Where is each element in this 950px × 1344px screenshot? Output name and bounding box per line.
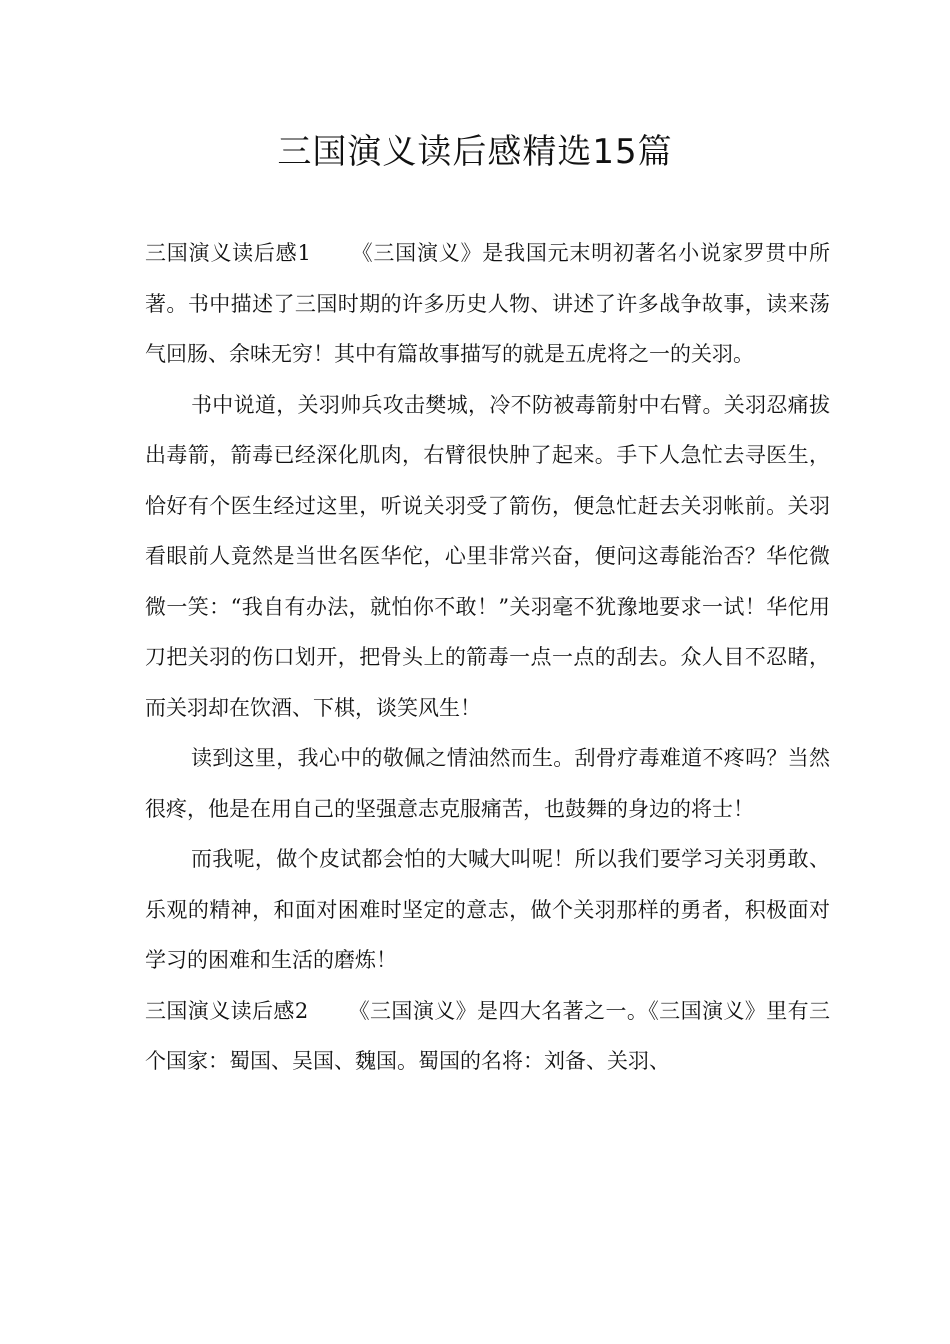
paragraph: 书中说道，关羽帅兵攻击樊城，冷不防被毒箭射中右臂。关羽忍痛拔出毒箭，箭毒已经深化肌肉，右臂很快肿了起来。手下人急忙去寻医生，恰好有个医生经过这里，听说关羽受了箭伤，便急忙赶去关羽帐前。关羽看眼前人竟然是当世名医华佗，心里非常兴奋，便问这毒能治否？华佗微微一笑：“我自有办法，就怕你不敢！”关羽毫不犹豫地要求一试！华佗用刀把关羽的伤口划开，把骨头上的箭毒一点一点的刮去。众人目不忍睹，而关羽却在饮酒、下棋，谈笑风生！ — [145, 392, 830, 720]
section-1-intro — [145, 228, 830, 380]
paragraph-text: 《三国演义》是我国元末明初著名小说家罗贯中所著。书中描述了三国时期的许多历史人物、讲述了许多战争故事，读来荡气回肠、余味无穷！其中有篇故事描写的就是五虎将之一的关羽。 — [145, 241, 830, 366]
paragraph-text: 《三国演义》是四大名著之一。《三国演义》里有三个国家：蜀国、吴国、魏国。蜀国的名将：刘备、关羽、 — [145, 998, 830, 1073]
document-title: 三国演义读后感精选15篇 — [277, 132, 673, 172]
section-2-intro — [145, 986, 830, 1087]
section-heading: 三国演义读后感2 — [145, 998, 309, 1023]
section-heading: 三国演义读后感1 — [145, 241, 311, 265]
paragraph: 读到这里，我心中的敬佩之情油然而生。刮骨疗毒难道不疼吗？当然很疼，他是在用自己的坚强意志克服痛苦，也鼓舞的身边的将士！ — [145, 746, 830, 821]
document-body — [145, 228, 830, 1087]
paragraph: 而我呢，做个皮试都会怕的大喊大叫呢！所以我们要学习关羽勇敢、乐观的精神，和面对困难时坚定的意志，做个关羽那样的勇者，积极面对学习的困难和生活的磨炼！ — [145, 847, 830, 972]
